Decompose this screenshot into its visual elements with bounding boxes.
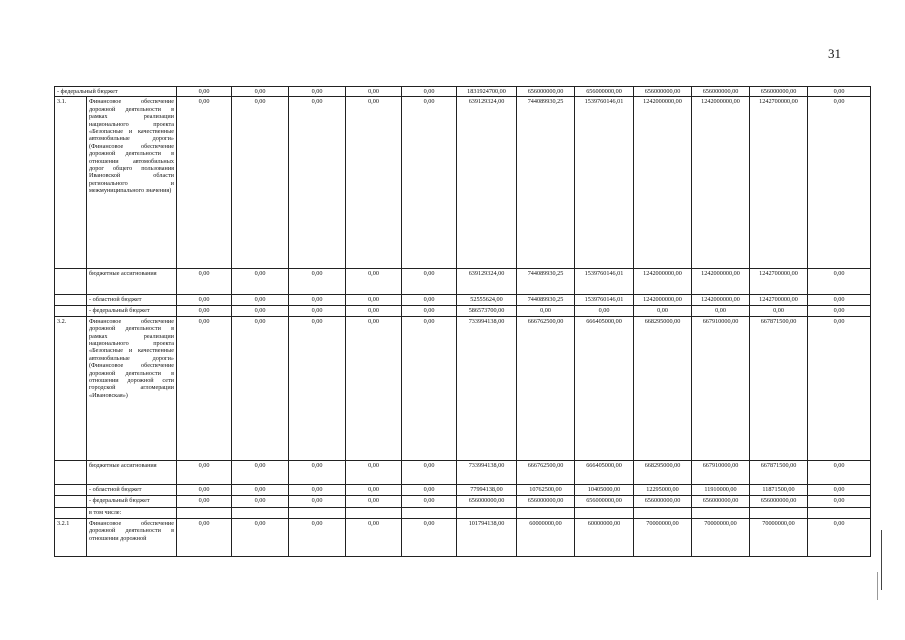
row-label: Финансовое обеспечение дорожной деятельности в отношении дорожной: [87, 518, 177, 556]
value-cell: 733994138,00: [457, 316, 517, 460]
table-row: [55, 484, 871, 495]
table-row: [55, 460, 871, 484]
table-row: [55, 518, 871, 556]
value-cell: 656000000,00: [517, 495, 575, 507]
value-cell: 639129324,00: [457, 269, 517, 295]
value-cell: 0,00: [517, 306, 575, 316]
table-row: [55, 269, 871, 295]
value-cell: 0,00: [177, 269, 232, 295]
value-cell: 0,00: [402, 460, 457, 484]
value-cell: [289, 507, 346, 518]
value-cell: 0,00: [808, 316, 871, 460]
value-cell: 0,00: [808, 518, 871, 556]
value-cell: 0,00: [232, 97, 289, 269]
value-cell: 0,00: [402, 495, 457, 507]
value-cell: 0,00: [232, 495, 289, 507]
value-cell: [750, 507, 808, 518]
value-cell: 0,00: [402, 295, 457, 306]
value-cell: 656000000,00: [692, 495, 750, 507]
value-cell: 60000000,00: [517, 518, 575, 556]
value-cell: 70000000,00: [692, 518, 750, 556]
value-cell: 0,00: [232, 484, 289, 495]
value-cell: 744089930,25: [517, 269, 575, 295]
value-cell: 656000000,00: [634, 87, 692, 97]
value-cell: 0,00: [232, 518, 289, 556]
value-cell: 0,00: [692, 306, 750, 316]
value-cell: 666762500,00: [517, 316, 575, 460]
row-code: [55, 269, 87, 295]
value-cell: 0,00: [289, 306, 346, 316]
scan-margin-line: [881, 530, 882, 590]
value-cell: 1242700000,00: [750, 269, 808, 295]
row-code: [55, 484, 87, 495]
value-cell: 0,00: [808, 306, 871, 316]
table-row: [55, 507, 871, 518]
value-cell: 60000000,00: [575, 518, 634, 556]
value-cell: 0,00: [232, 316, 289, 460]
value-cell: 0,00: [808, 295, 871, 306]
value-cell: [808, 507, 871, 518]
value-cell: 0,00: [346, 484, 402, 495]
value-cell: 1242700000,00: [750, 97, 808, 269]
value-cell: 0,00: [289, 460, 346, 484]
value-cell: 0,00: [232, 460, 289, 484]
table-row: [55, 495, 871, 507]
row-code: [55, 295, 87, 306]
value-cell: 1242700000,00: [750, 295, 808, 306]
value-cell: [457, 507, 517, 518]
row-code: 3.1.: [55, 97, 87, 269]
value-cell: 667871500,00: [750, 316, 808, 460]
value-cell: 0,00: [177, 518, 232, 556]
value-cell: 0,00: [634, 306, 692, 316]
value-cell: 744089930,25: [517, 97, 575, 269]
value-cell: 0,00: [289, 316, 346, 460]
value-cell: [517, 507, 575, 518]
row-label: - областной бюджет: [87, 484, 177, 495]
value-cell: 0,00: [177, 295, 232, 306]
value-cell: 70000000,00: [750, 518, 808, 556]
value-cell: 656000000,00: [750, 495, 808, 507]
value-cell: 0,00: [575, 306, 634, 316]
value-cell: 1242000000,00: [692, 295, 750, 306]
value-cell: 0,00: [232, 87, 289, 97]
page-number: 31: [828, 46, 841, 61]
value-cell: 0,00: [402, 518, 457, 556]
value-cell: 0,00: [289, 484, 346, 495]
value-cell: [402, 507, 457, 518]
value-cell: 0,00: [177, 484, 232, 495]
value-cell: 77994138,00: [457, 484, 517, 495]
value-cell: 0,00: [289, 295, 346, 306]
value-cell: [232, 507, 289, 518]
value-cell: 656000000,00: [575, 87, 634, 97]
value-cell: 0,00: [177, 316, 232, 460]
value-cell: 656000000,00: [575, 495, 634, 507]
value-cell: 656000000,00: [457, 495, 517, 507]
value-cell: 0,00: [289, 97, 346, 269]
value-cell: 0,00: [346, 316, 402, 460]
value-cell: 668295000,00: [634, 460, 692, 484]
value-cell: [346, 507, 402, 518]
value-cell: 0,00: [750, 306, 808, 316]
value-cell: 656000000,00: [692, 87, 750, 97]
value-cell: 0,00: [232, 269, 289, 295]
value-cell: 1242000000,00: [634, 295, 692, 306]
value-cell: 1242000000,00: [634, 97, 692, 269]
value-cell: [575, 507, 634, 518]
value-cell: 10405000,00: [575, 484, 634, 495]
value-cell: [177, 507, 232, 518]
value-cell: 0,00: [289, 518, 346, 556]
value-cell: 0,00: [808, 460, 871, 484]
value-cell: 656000000,00: [517, 87, 575, 97]
value-cell: 667871500,00: [750, 460, 808, 484]
value-cell: 0,00: [289, 269, 346, 295]
value-cell: 0,00: [808, 495, 871, 507]
value-cell: 0,00: [402, 269, 457, 295]
value-cell: 0,00: [808, 484, 871, 495]
value-cell: 666405000,00: [575, 316, 634, 460]
row-label: бюджетные ассигнования: [87, 269, 177, 295]
value-cell: 1539760146,01: [575, 269, 634, 295]
value-cell: 0,00: [346, 518, 402, 556]
value-cell: 733994138,00: [457, 460, 517, 484]
value-cell: 1242000000,00: [692, 97, 750, 269]
value-cell: 0,00: [402, 87, 457, 97]
row-label: бюджетные ассигнования: [87, 460, 177, 484]
value-cell: 586573700,00: [457, 306, 517, 316]
table-row: [55, 316, 871, 460]
value-cell: 0,00: [346, 269, 402, 295]
value-cell: 0,00: [402, 316, 457, 460]
row-label: Финансовое обеспечение дорожной деятельности в рамках реализации национального проекта «Безопасные и качественные автомобильные дороги» (Финансовое обеспечение дорожной деятельности в отношении дорожной сети городской агломерации «Ивановская»): [87, 316, 177, 460]
value-cell: 0,00: [177, 460, 232, 484]
value-cell: 0,00: [177, 97, 232, 269]
value-cell: 1539760146,01: [575, 295, 634, 306]
value-cell: 666762500,00: [517, 460, 575, 484]
row-code: 3.2.1: [55, 518, 87, 556]
value-cell: 0,00: [808, 87, 871, 97]
row-code: [55, 306, 87, 316]
row-label: - федеральный бюджет: [87, 495, 177, 507]
value-cell: 656000000,00: [634, 495, 692, 507]
value-cell: 1242000000,00: [692, 269, 750, 295]
value-cell: 656000000,00: [750, 87, 808, 97]
value-cell: 0,00: [402, 306, 457, 316]
value-cell: 0,00: [402, 484, 457, 495]
value-cell: 0,00: [232, 306, 289, 316]
row-label: - федеральный бюджет: [55, 87, 177, 97]
row-code: 3.2.: [55, 316, 87, 460]
value-cell: 1242000000,00: [634, 269, 692, 295]
value-cell: 0,00: [346, 460, 402, 484]
value-cell: 666405000,00: [575, 460, 634, 484]
value-cell: [692, 507, 750, 518]
table-row: [55, 87, 871, 97]
value-cell: 0,00: [346, 295, 402, 306]
value-cell: 0,00: [289, 495, 346, 507]
value-cell: 0,00: [289, 87, 346, 97]
row-code: [55, 495, 87, 507]
value-cell: 101794138,00: [457, 518, 517, 556]
value-cell: 0,00: [346, 495, 402, 507]
value-cell: [634, 507, 692, 518]
row-label: Финансовое обеспечение дорожной деятельности в рамках реализации национального проекта «Безопасные и качественные автомобильные дороги» (Финансовое обеспечение дорожной деятельности в отношении автомобильных дорог общего пользования Ивановской области регионального и межмуниципального значения): [87, 97, 177, 269]
value-cell: 52555624,00: [457, 295, 517, 306]
row-label: - областной бюджет: [87, 295, 177, 306]
value-cell: 0,00: [346, 97, 402, 269]
value-cell: 0,00: [808, 269, 871, 295]
value-cell: 744089930,25: [517, 295, 575, 306]
value-cell: 667910000,00: [692, 460, 750, 484]
row-label: - федеральный бюджет: [87, 306, 177, 316]
value-cell: 667910000,00: [692, 316, 750, 460]
value-cell: 0,00: [177, 87, 232, 97]
value-cell: 639129324,00: [457, 97, 517, 269]
value-cell: 10762500,00: [517, 484, 575, 495]
value-cell: 12295000,00: [634, 484, 692, 495]
value-cell: 0,00: [177, 306, 232, 316]
value-cell: 11910000,00: [692, 484, 750, 495]
scan-margin-line: [877, 572, 878, 600]
table-row: [55, 295, 871, 306]
row-code: [55, 507, 87, 518]
row-code: [55, 460, 87, 484]
row-label: в том числе:: [87, 507, 177, 518]
value-cell: 11871500,00: [750, 484, 808, 495]
value-cell: 0,00: [402, 97, 457, 269]
value-cell: 0,00: [346, 87, 402, 97]
value-cell: 0,00: [808, 97, 871, 269]
value-cell: 1539760146,01: [575, 97, 634, 269]
value-cell: 70000000,00: [634, 518, 692, 556]
value-cell: 0,00: [346, 306, 402, 316]
value-cell: 0,00: [232, 295, 289, 306]
value-cell: 0,00: [177, 495, 232, 507]
value-cell: 1831924700,00: [457, 87, 517, 97]
table-row: [55, 306, 871, 316]
budget-table: [54, 86, 871, 557]
value-cell: 668295000,00: [634, 316, 692, 460]
table-row: [55, 97, 871, 269]
